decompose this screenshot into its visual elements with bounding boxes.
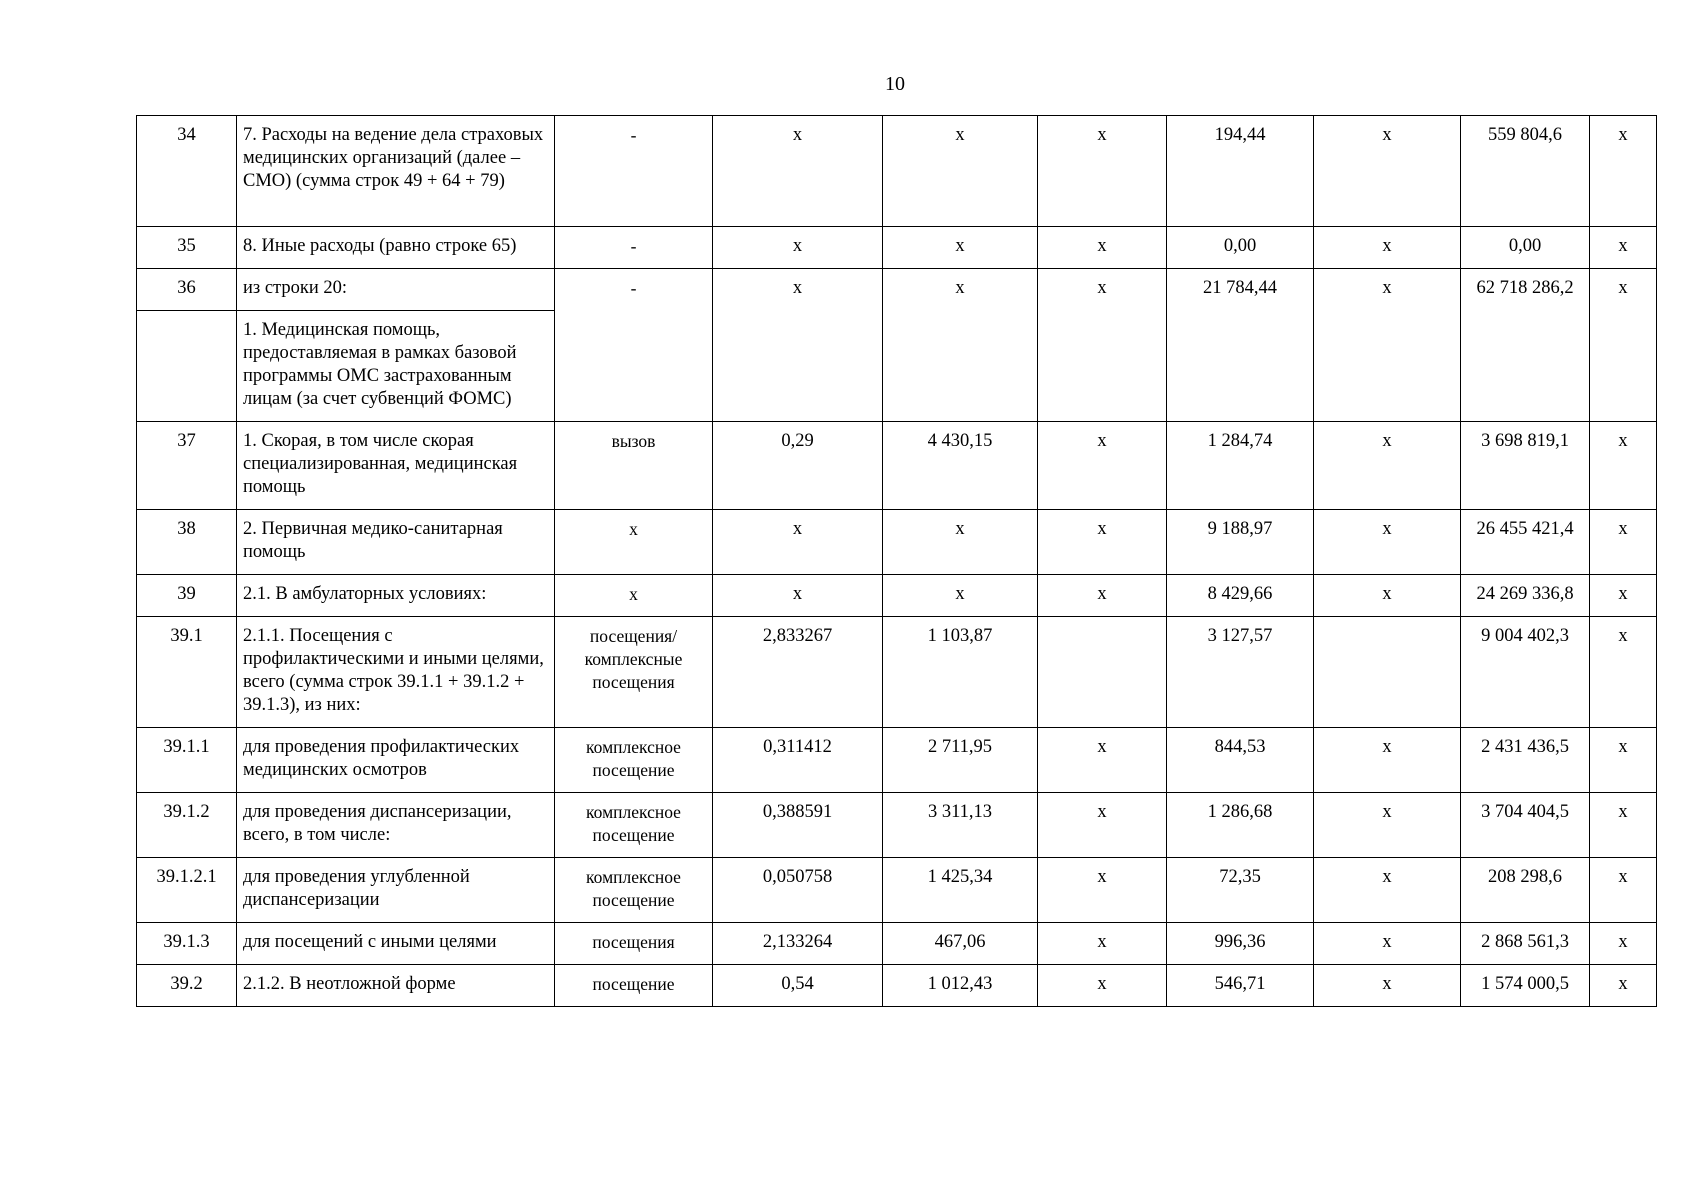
value-cell: х: [1590, 793, 1657, 858]
row-number: 39.1.2.1: [137, 858, 237, 923]
unit-cell: посещения: [555, 923, 713, 965]
table-row: [137, 617, 1657, 728]
value-cell: х: [883, 269, 1038, 422]
value-cell: 0,00: [1461, 227, 1590, 269]
value-cell: 8 429,66: [1167, 575, 1314, 617]
value-cell: х: [1038, 923, 1167, 965]
row-number: 39.1.3: [137, 923, 237, 965]
value-cell: х: [1038, 793, 1167, 858]
value-cell: х: [1590, 510, 1657, 575]
value-cell: х: [1314, 422, 1461, 510]
value-cell: х: [1590, 858, 1657, 923]
value-cell: х: [1314, 965, 1461, 1007]
value-cell: 1 425,34: [883, 858, 1038, 923]
value-cell: 996,36: [1167, 923, 1314, 965]
value-cell: 9 004 402,3: [1461, 617, 1590, 728]
value-cell: х: [713, 510, 883, 575]
table-row: [137, 793, 1657, 858]
row-number: 37: [137, 422, 237, 510]
value-cell: 62 718 286,2: [1461, 269, 1590, 422]
value-cell: 0,00: [1167, 227, 1314, 269]
value-cell: х: [1314, 728, 1461, 793]
row-name: из строки 20:: [237, 269, 555, 311]
row-name: для проведения диспансеризации, всего, в том числе:: [237, 793, 555, 858]
table-row: [137, 575, 1657, 617]
value-cell: 546,71: [1167, 965, 1314, 1007]
value-cell: 4 430,15: [883, 422, 1038, 510]
value-cell: х: [1590, 617, 1657, 728]
unit-cell: посещения/ комплексные посещения: [555, 617, 713, 728]
row-name: 1. Скорая, в том числе скорая специализированная, медицинская помощь: [237, 422, 555, 510]
value-cell: 194,44: [1167, 116, 1314, 227]
row-number: 39.1.2: [137, 793, 237, 858]
unit-cell: комплексное посещение: [555, 728, 713, 793]
value-cell: х: [1314, 793, 1461, 858]
value-cell: 3 704 404,5: [1461, 793, 1590, 858]
value-cell: 0,311412: [713, 728, 883, 793]
row-name: 2.1.2. В неотложной форме: [237, 965, 555, 1007]
row-number: 39: [137, 575, 237, 617]
value-cell: х: [883, 510, 1038, 575]
row-number: 34: [137, 116, 237, 227]
value-cell: 0,388591: [713, 793, 883, 858]
value-cell: х: [1038, 575, 1167, 617]
value-cell: х: [1314, 858, 1461, 923]
unit-cell: посещение: [555, 965, 713, 1007]
value-cell: 1 286,68: [1167, 793, 1314, 858]
unit-cell: -: [555, 116, 713, 227]
unit-cell: -: [555, 269, 713, 422]
value-cell: 1 012,43: [883, 965, 1038, 1007]
value-cell: х: [1590, 227, 1657, 269]
value-cell: 0,050758: [713, 858, 883, 923]
value-cell: 208 298,6: [1461, 858, 1590, 923]
row-name: 8. Иные расходы (равно строке 65): [237, 227, 555, 269]
unit-cell: х: [555, 510, 713, 575]
value-cell: х: [713, 116, 883, 227]
value-cell: х: [1038, 422, 1167, 510]
row-name: 7. Расходы на ведение дела страховых медицинских организаций (далее – СМО) (сумма строк 49 + 64 + 79): [237, 116, 555, 227]
value-cell: х: [1314, 227, 1461, 269]
value-cell: 0,54: [713, 965, 883, 1007]
value-cell: х: [1590, 116, 1657, 227]
value-cell: 3 698 819,1: [1461, 422, 1590, 510]
value-cell: х: [1038, 965, 1167, 1007]
row-name: 2.1.1. Посещения с профилактическими и иными целями, всего (сумма строк 39.1.1 + 39.1.2 + 39.1.3), из них:: [237, 617, 555, 728]
value-cell: 559 804,6: [1461, 116, 1590, 227]
value-cell: х: [883, 575, 1038, 617]
row-number: 38: [137, 510, 237, 575]
row-name: 2.1. В амбулаторных условиях:: [237, 575, 555, 617]
row-number: 35: [137, 227, 237, 269]
table-row: [137, 510, 1657, 575]
table-row: [137, 923, 1657, 965]
value-cell: 0,29: [713, 422, 883, 510]
unit-cell: комплексное посещение: [555, 793, 713, 858]
value-cell: х: [1314, 269, 1461, 422]
value-cell: х: [1590, 422, 1657, 510]
row-name: 1. Медицинская помощь, предоставляемая в рамках базовой программы ОМС застрахованным лицам (за счет субвенций ФОМС): [237, 311, 555, 422]
value-cell: х: [1314, 575, 1461, 617]
value-cell: х: [1038, 269, 1167, 422]
row-name: для проведения углубленной диспансеризации: [237, 858, 555, 923]
value-cell: х: [1038, 858, 1167, 923]
row-number: 39.1: [137, 617, 237, 728]
value-cell: [1314, 617, 1461, 728]
value-cell: 3 127,57: [1167, 617, 1314, 728]
row-name: для посещений с иными целями: [237, 923, 555, 965]
value-cell: х: [1038, 116, 1167, 227]
value-cell: х: [1314, 923, 1461, 965]
value-cell: х: [713, 227, 883, 269]
value-cell: х: [883, 227, 1038, 269]
page-number: 10: [885, 73, 905, 95]
row-number: [137, 311, 237, 422]
value-cell: 2 868 561,3: [1461, 923, 1590, 965]
unit-cell: комплексное посещение: [555, 858, 713, 923]
value-cell: х: [1314, 510, 1461, 575]
value-cell: х: [713, 269, 883, 422]
unit-cell: х: [555, 575, 713, 617]
value-cell: 26 455 421,4: [1461, 510, 1590, 575]
value-cell: х: [1314, 116, 1461, 227]
table-row: [137, 965, 1657, 1007]
value-cell: 2 431 436,5: [1461, 728, 1590, 793]
value-cell: 9 188,97: [1167, 510, 1314, 575]
row-number: 39.2: [137, 965, 237, 1007]
financial-table: [136, 115, 1657, 1007]
value-cell: 467,06: [883, 923, 1038, 965]
value-cell: 2,133264: [713, 923, 883, 965]
value-cell: 72,35: [1167, 858, 1314, 923]
table-row: [137, 116, 1657, 227]
value-cell: 2,833267: [713, 617, 883, 728]
table-row: [137, 858, 1657, 923]
row-name: 2. Первичная медико-санитарная помощь: [237, 510, 555, 575]
row-name: для проведения профилактических медицинских осмотров: [237, 728, 555, 793]
value-cell: х: [1590, 965, 1657, 1007]
value-cell: х: [1590, 575, 1657, 617]
table-row: [137, 728, 1657, 793]
value-cell: 21 784,44: [1167, 269, 1314, 422]
value-cell: 1 574 000,5: [1461, 965, 1590, 1007]
table-row: [137, 269, 1657, 311]
value-cell: х: [1590, 269, 1657, 422]
table-row: [137, 227, 1657, 269]
value-cell: х: [713, 575, 883, 617]
value-cell: х: [1590, 728, 1657, 793]
value-cell: 844,53: [1167, 728, 1314, 793]
value-cell: х: [883, 116, 1038, 227]
table-row: [137, 422, 1657, 510]
value-cell: 1 103,87: [883, 617, 1038, 728]
row-number: 36: [137, 269, 237, 311]
value-cell: 1 284,74: [1167, 422, 1314, 510]
value-cell: 3 311,13: [883, 793, 1038, 858]
value-cell: 2 711,95: [883, 728, 1038, 793]
value-cell: х: [1038, 510, 1167, 575]
value-cell: х: [1038, 728, 1167, 793]
value-cell: 24 269 336,8: [1461, 575, 1590, 617]
unit-cell: -: [555, 227, 713, 269]
value-cell: х: [1590, 923, 1657, 965]
value-cell: х: [1038, 227, 1167, 269]
value-cell: [1038, 617, 1167, 728]
unit-cell: вызов: [555, 422, 713, 510]
row-number: 39.1.1: [137, 728, 237, 793]
